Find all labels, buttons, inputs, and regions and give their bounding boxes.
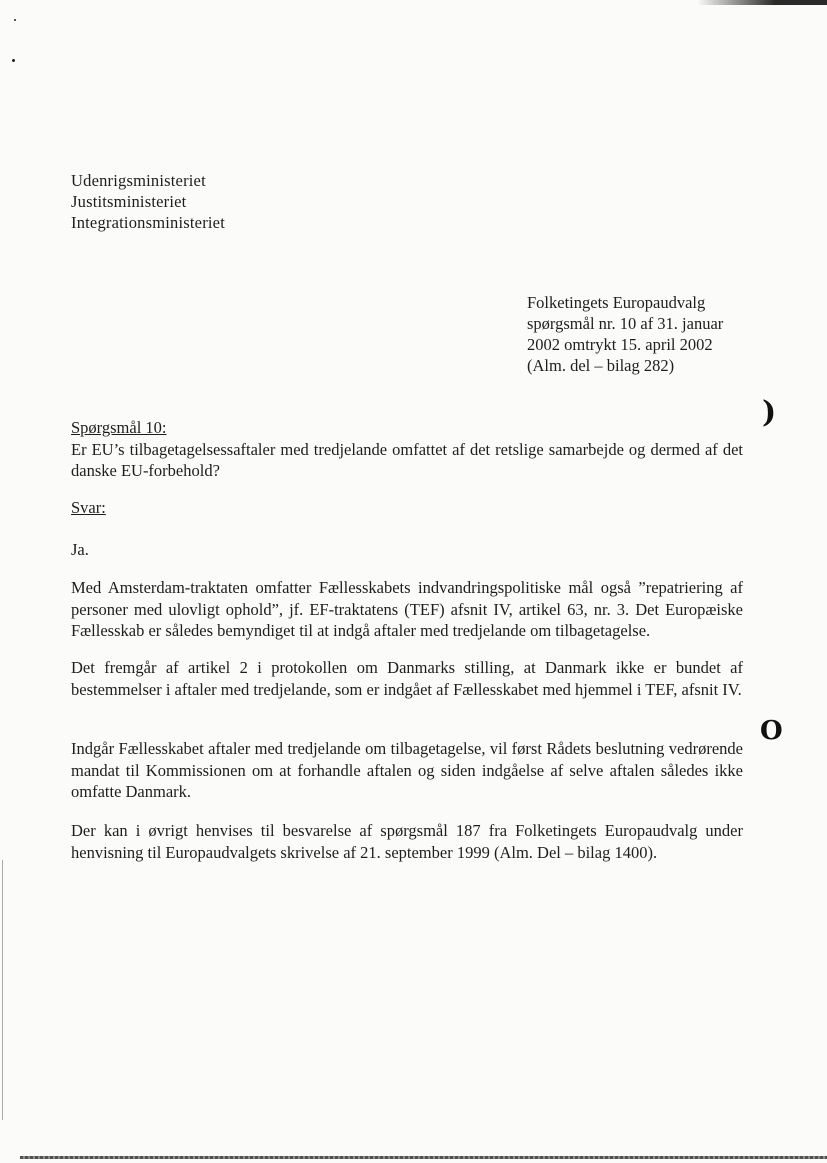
answer-paragraph: Med Amsterdam-traktaten omfatter Fællesskabets indvandringspolitiske mål også ”repatriering af personer med ulovligt ophold”, jf. EF-traktatens (TEF) afsnit IV, artikel 63, nr. 3. Det Europæiske Fællesskab er således bemyndiget til at indgå aftaler med tredjelande om tilbagetagelse. bbox=[71, 578, 743, 640]
answer-paragraph: Det fremgår af artikel 2 i protokollen om Danmarks stilling, at Danmark ikke er bundet af bestemmelser i aftaler med tredjelande, som er indgået af Fællesskabet med hjemmel i TEF, afsnit IV. bbox=[71, 658, 743, 699]
reference-line: 2002 omtrykt 15. april 2002 bbox=[527, 335, 713, 354]
answer-paragraph: Der kan i øvrigt henvises til besvarelse af spørgsmål 187 fra Folketingets Europaudvalg under henvisning til Europaudvalgets skrivelse af 21. september 1999 (Alm. Del – bilag 1400). bbox=[71, 821, 743, 862]
reference-line: Folketingets Europaudvalg bbox=[527, 293, 706, 312]
question-section bbox=[71, 417, 743, 482]
recipient-line: Justitsministeriet bbox=[71, 192, 187, 211]
reference-block bbox=[527, 292, 723, 376]
answer-label: Svar: bbox=[71, 498, 106, 517]
scan-edge-left bbox=[2, 860, 3, 1120]
scan-speck bbox=[12, 59, 15, 62]
question-text: Er EU’s tilbagetagelsessaftaler med tredjelande omfattet af det retslige samarbejde og dermed af det danske EU-forbehold? bbox=[71, 439, 743, 480]
answer-short: Ja. bbox=[71, 540, 89, 559]
recipient-line: Udenrigsministeriet bbox=[71, 171, 206, 190]
scan-speck bbox=[14, 19, 16, 21]
recipient-line: Integrationsministeriet bbox=[71, 213, 225, 232]
binder-hole-mark-top: ) bbox=[762, 395, 777, 430]
scan-edge-bottom bbox=[20, 1156, 827, 1159]
reference-line: (Alm. del – bilag 282) bbox=[527, 356, 675, 375]
binder-hole-mark-bottom: O bbox=[760, 716, 783, 746]
scan-edge-top bbox=[697, 0, 827, 5]
answer-paragraph: Indgår Fællesskabet aftaler med tredjelande om tilbagetagelse, vil først Rådets beslutning vedrørende mandat til Kommissionen om at forhandle aftalen og siden indgåelse af selve aftalen således ikke omfatte Danmark. bbox=[71, 739, 743, 801]
recipient-list bbox=[71, 170, 225, 233]
reference-line: spørgsmål nr. 10 af 31. januar bbox=[527, 314, 724, 333]
answer-label-wrap bbox=[71, 497, 743, 519]
question-label: Spørgsmål 10: bbox=[71, 418, 167, 437]
